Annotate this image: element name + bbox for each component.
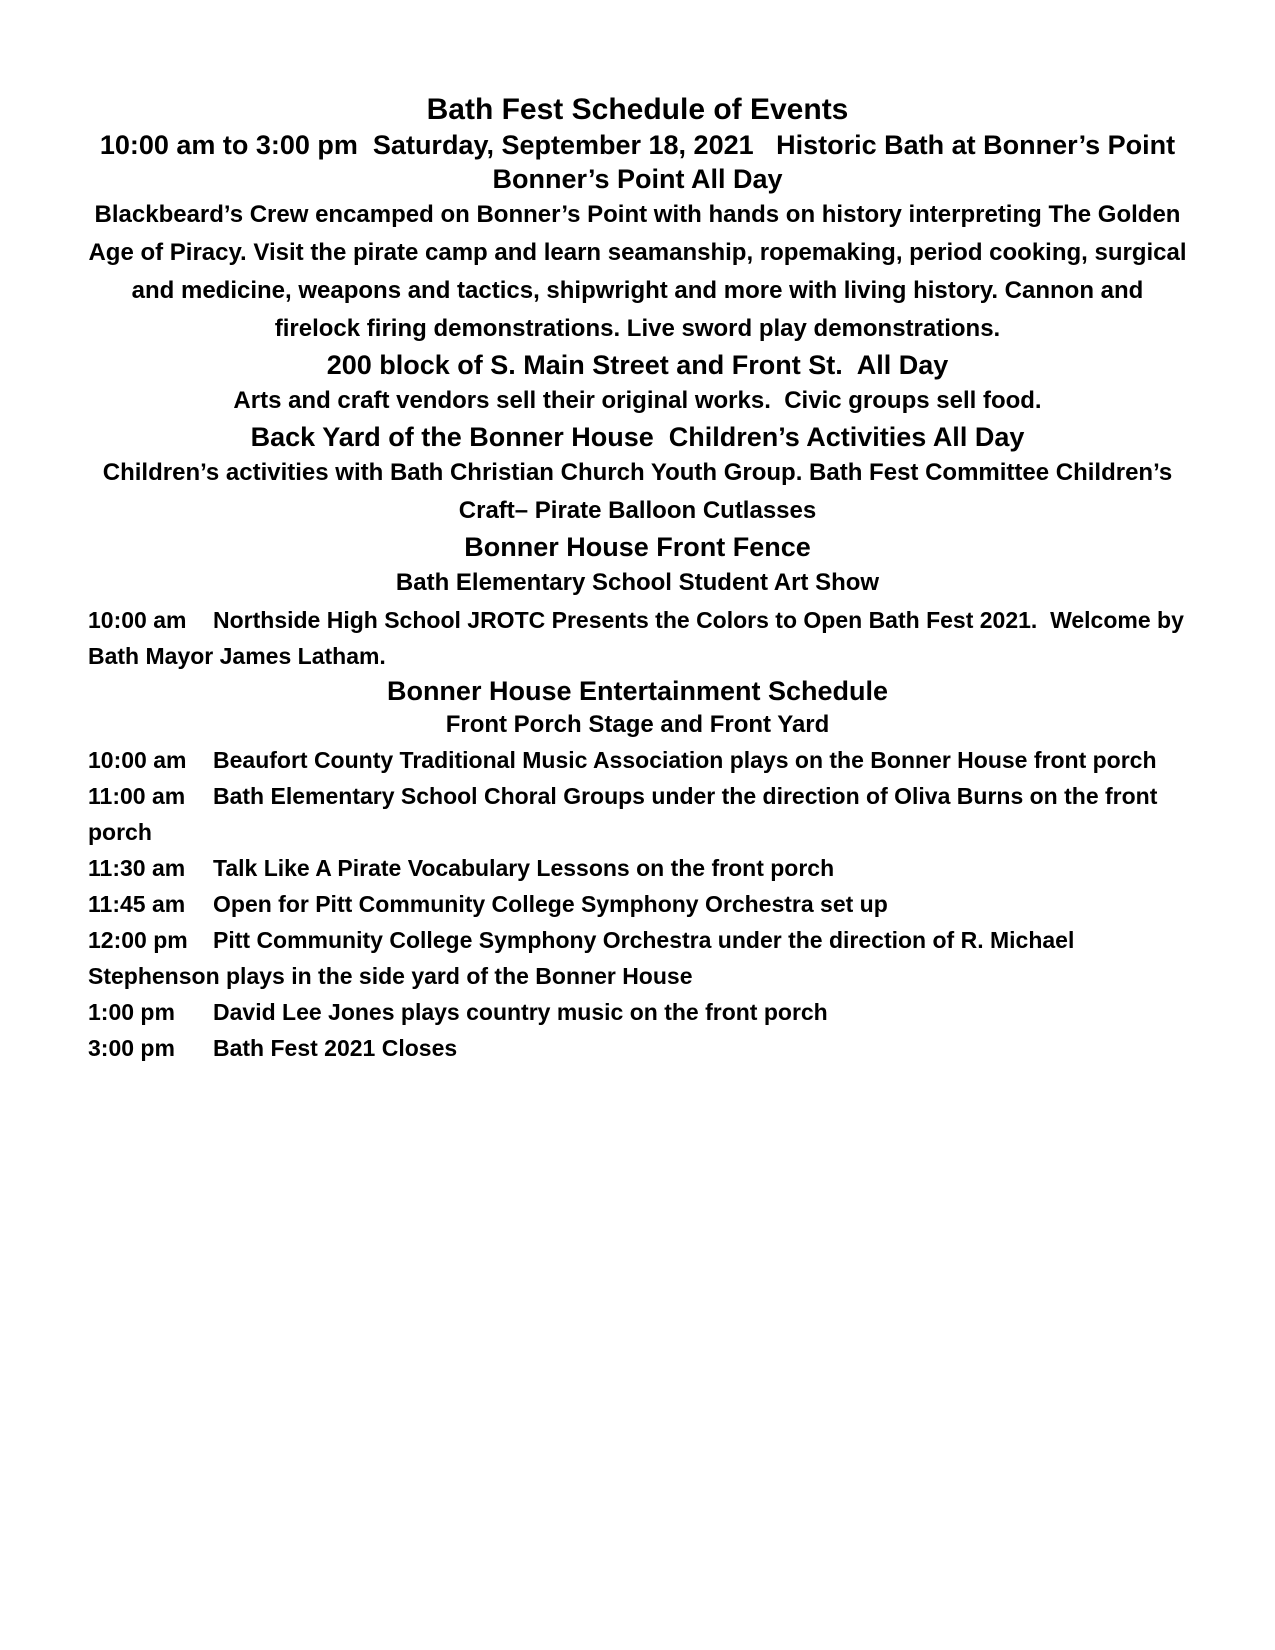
schedule-entry-time: 11:00 am [88, 783, 186, 809]
schedule-entry-text: Bath Elementary School Choral Groups under the direction of Oliva Burns on the front porch [88, 783, 1164, 845]
schedule-entry-time: 10:00 am [88, 747, 187, 773]
schedule-entry-text: Beaufort County Traditional Music Association plays on the Bonner House front porch [213, 747, 1157, 773]
opening-ceremony-entry [88, 602, 1191, 674]
schedule-entry [88, 994, 1187, 1030]
schedule-entry-text: Talk Like A Pirate Vocabulary Lessons on the front porch [213, 855, 835, 881]
schedule-entry-time: 11:45 am [88, 891, 186, 917]
schedule-entry-time: 3:00 pm [88, 1035, 175, 1061]
schedule-entry [88, 778, 1187, 850]
section-heading-front-fence: Bonner House Front Fence [464, 532, 811, 562]
document-title: Bath Fest Schedule of Events [426, 93, 849, 126]
entertainment-schedule-subheading: Front Porch Stage and Front Yard [445, 711, 830, 738]
schedule-entry [88, 1030, 1187, 1066]
schedule-entry [88, 742, 1187, 778]
schedule-entry-text: Open for Pitt Community College Symphony Orchestra set up [213, 891, 888, 917]
section-body-bonners-point: Blackbeard’s Crew encamped on Bonner’s Point with hands on history interpreting The Golden Age of Piracy. Visit the pirate camp and learn seamanship, ropemaking, period cooking, surgical and medicine, weapons and tactics, shipwright and more with living history. Cannon and firelock firing demonstrations. Live sword play demonstrations. [88, 201, 1194, 342]
entertainment-schedule-heading: Bonner House Entertainment Schedule [386, 676, 889, 706]
schedule-entry-time: 11:30 am [88, 855, 186, 881]
schedule-entry-text: Bath Fest 2021 Closes [213, 1035, 458, 1061]
schedule-entry-text: David Lee Jones plays country music on the front porch [213, 999, 828, 1025]
schedule-entry-text: Pitt Community College Symphony Orchestra under the direction of R. Michael Stephenson plays in the side yard of the Bonner House [88, 927, 1081, 989]
section-body-main-street: Arts and craft vendors sell their original works. Civic groups sell food. [233, 387, 1042, 414]
schedule-entry [88, 850, 1187, 886]
section-heading-back-yard: Back Yard of the Bonner House Children’s Activities All Day [250, 422, 1025, 452]
section-body-back-yard: Children’s activities with Bath Christian Church Youth Group. Bath Fest Committee Children’s Craft– Pirate Balloon Cutlasses [102, 459, 1179, 524]
event-datetime-location: 10:00 am to 3:00 pm Saturday, September 18, 2021 Historic Bath at Bonner’s Point [99, 130, 1176, 160]
opening-ceremony-time: 10:00 am [88, 607, 187, 633]
schedule-entry [88, 886, 1187, 922]
section-heading-main-street: 200 block of S. Main Street and Front St. All Day [326, 350, 949, 380]
section-body-front-fence: Bath Elementary School Student Art Show [395, 569, 880, 596]
schedule-entry-time: 1:00 pm [88, 999, 175, 1025]
section-heading-bonners-point: Bonner’s Point All Day [492, 164, 783, 194]
schedule-entry-time: 12:00 pm [88, 927, 188, 953]
schedule-entry [88, 922, 1187, 994]
opening-ceremony-text: Northside High School JROTC Presents the Colors to Open Bath Fest 2021. Welcome by Bath Mayor James Latham. [88, 607, 1191, 669]
